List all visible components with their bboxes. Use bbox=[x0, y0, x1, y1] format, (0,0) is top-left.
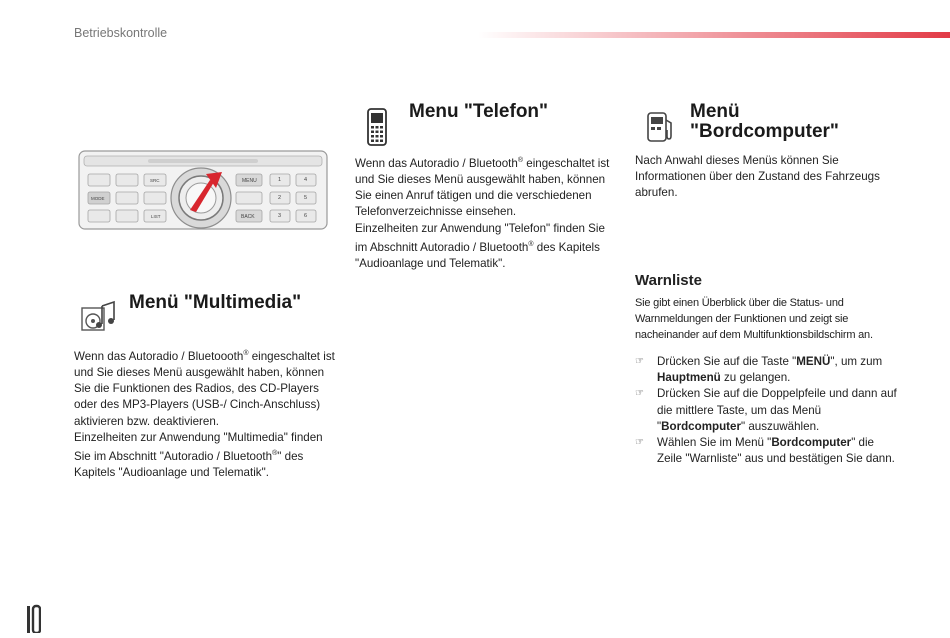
pointing-hand-icon: ☞ bbox=[635, 388, 644, 400]
radio-back-label: BACK bbox=[241, 214, 255, 220]
telefon-text-1: Wenn das Autoradio / Bluetooth bbox=[355, 156, 518, 170]
warnliste-steps bbox=[635, 354, 897, 467]
bordcomputer-text: Nach Anwahl dieses Menüs können Sie Informationen über den Zustand des Fahrzeugs abrufen. bbox=[635, 154, 880, 200]
multimedia-text-2a: Einzelheiten zur Anwendung "Multimedia" finden Sie im Abschnitt "Autoradio / Bluetooth bbox=[74, 430, 323, 463]
bordcomputer-title bbox=[690, 102, 839, 142]
header-accent-bar bbox=[478, 32, 950, 38]
multimedia-text-1a: Wenn das Autoradio / Bluetoooth bbox=[74, 349, 244, 363]
page-number-mark bbox=[26, 604, 41, 633]
bordcomputer-title-line2: "Bordcomputer" bbox=[690, 121, 839, 142]
radio-key-6: 6 bbox=[304, 213, 308, 219]
multimedia-text-2b: " des Kapitels "Audioanlage und Telematik". bbox=[74, 449, 304, 480]
pointing-hand-icon: ☞ bbox=[635, 356, 644, 367]
radio-key-4: 4 bbox=[304, 177, 308, 183]
multimedia-text-1b: eingeschaltet ist und Sie dieses Menü ausgewählt haben, können Sie die Funktionen des Radios, des CD-Players oder des MP3-Players (USB-/ Cinch-Anschluss) aktivieren bzw. deaktivieren. bbox=[74, 349, 335, 428]
step1-text-d: zu gelangen. bbox=[720, 371, 791, 385]
page-header-title: Betriebskontrolle bbox=[74, 26, 168, 40]
bordcomputer-title-line1: Menü bbox=[690, 101, 740, 122]
multimedia-text bbox=[74, 346, 339, 481]
telefon-title: Menu "Telefon" bbox=[409, 101, 549, 122]
radio-mode-label: MODE bbox=[91, 196, 105, 201]
step1-text-a: Drücken Sie auf die Taste " bbox=[657, 355, 797, 368]
fuel-pump-icon bbox=[645, 110, 677, 144]
step1-bold-hauptmenu: Hauptmenü bbox=[657, 371, 721, 385]
pointing-hand-icon: ☞ bbox=[635, 437, 644, 449]
radio-list-label: LIST bbox=[151, 214, 161, 219]
step1-text-c: ", um zum bbox=[830, 355, 883, 368]
telefon-text-4: des Kapitels "Audioanlage und Telematik". bbox=[355, 240, 600, 270]
telefon-reg-1: ® bbox=[517, 157, 524, 164]
radio-key-5: 5 bbox=[304, 195, 308, 201]
telefon-reg-2: ® bbox=[528, 240, 534, 248]
step3-text-a: Wählen Sie im Menü " bbox=[657, 436, 772, 450]
warnliste-step-2 bbox=[635, 386, 897, 435]
multimedia-reg-1: ® bbox=[243, 350, 249, 357]
mobile-phone-icon bbox=[364, 107, 390, 147]
step2-text-c: " auszuwählen. bbox=[741, 419, 820, 433]
warnliste-intro: Sie gibt einen Überblick über die Status- und Warnmeldungen der Funktionen und zeigt sie nacheinander auf dem Multifunktionsbildschirm an. bbox=[635, 297, 873, 341]
telefon-text-2: eingeschaltet ist und Sie dieses Menü ausgewählt haben, können Sie einen Anruf tätigen und die verschiedenen Telefonverzeichnisse einsehen. bbox=[355, 156, 610, 219]
multimedia-title: Menü "Multimedia" bbox=[129, 292, 302, 313]
step3-text-c: " die Zeile "Warnliste" aus und bestätigen Sie dann. bbox=[657, 436, 895, 466]
radio-panel-image bbox=[78, 150, 328, 230]
step2-bold: Bordcomputer bbox=[661, 419, 741, 433]
warnliste-title: Warnliste bbox=[635, 272, 702, 289]
multimedia-icon bbox=[80, 300, 118, 336]
warnliste-step-3 bbox=[635, 435, 897, 467]
telefon-text-3: Einzelheiten zur Anwendung "Telefon" finden Sie im Abschnitt Autoradio / Bluetooth bbox=[355, 221, 605, 254]
multimedia-reg-2: ® bbox=[272, 450, 278, 458]
radio-key-2: 2 bbox=[278, 195, 282, 201]
radio-key-1: 1 bbox=[278, 177, 282, 183]
warnliste-step-1 bbox=[635, 354, 897, 386]
telefon-text bbox=[355, 153, 617, 272]
radio-menu-label: MENU bbox=[242, 178, 257, 184]
radio-key-3: 3 bbox=[278, 213, 282, 219]
step2-text-a: Drücken Sie auf die Doppelpfeile und dann auf die mittlere Taste, um das Menü " bbox=[657, 387, 897, 433]
step3-bold: Bordcomputer bbox=[771, 436, 852, 450]
step1-bold-menu: MENÜ bbox=[796, 355, 831, 368]
radio-src-label: SRC bbox=[150, 178, 160, 183]
